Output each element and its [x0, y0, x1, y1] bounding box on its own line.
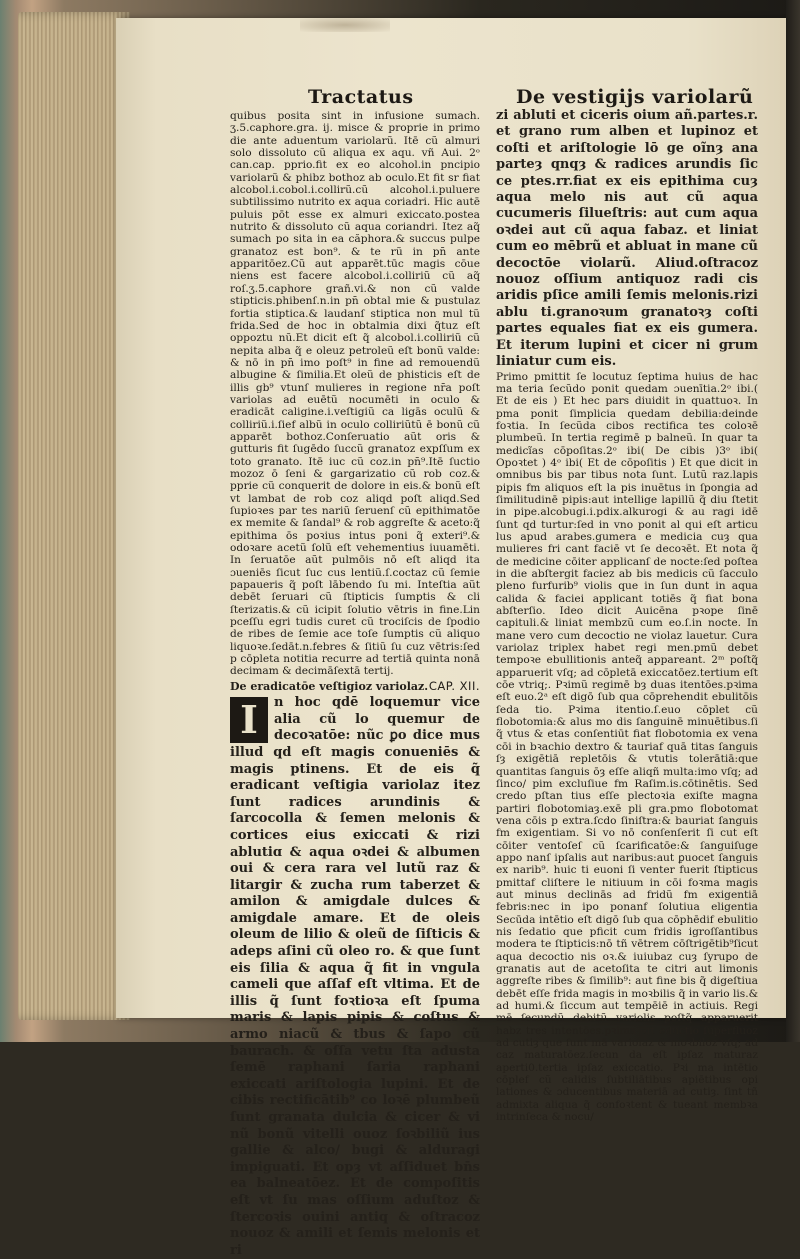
- book-page-edges: [18, 12, 130, 1020]
- right-text-column: [496, 108, 758, 1124]
- page-stain: [300, 18, 390, 32]
- chapter-number: CAP. XII.: [428, 678, 480, 693]
- right-edge-shadow: [786, 0, 800, 1042]
- decorated-initial: I: [230, 697, 268, 743]
- chapter-heading: [230, 680, 480, 693]
- running-head-right: De vestigijs variolarũ: [516, 86, 754, 108]
- running-head-left: Tractatus: [308, 86, 414, 108]
- left-text-column: [230, 110, 480, 1258]
- right-paragraph-2: Primo pmittit ſe locutuz ſeptima huius de hac ma teria ſecũdo ponit quedam ɔuenītia.2ᵒ ibi.( Et de eis ) Et hec pars diuidit in quattuoꝛ. In pma ponit ſimplicia quedam debilia:deinde foꝛtia. In ſecũda cibos rectifica tes coloꝛē plumbeũ. In tertia regimē p balneũ. In quar ta medicĩas cōpoſitas.2ᵒ ibi( De cibis )3ᵒ ibi( Opoꝛtet ) 4ᵒ ibi( Et de cōpoſitis ) Et que dicit in omnibus bis par tibus nota ſunt. Lutũ raz.lapis pipis fm aliquos eſt la pis inuētus in ſpongia ad ſimilitudinē pipis:aut intellige lapillũ q̃ diu ſtetit in pipe.alcobugi.i.pdix.alkurogi & au ragi idē ſunt qd turtur:ſed in vno ponit al qui eſt articu lus apud arabes.gumera e medicia cuȝ qua mulieres fri cant faciē vt ſe decoꝛēt. Et nota q̃ de medicine cōiter applicanſ de nocte:ſed poſtea in die abſtergit faciez ab bis medicis cũ ſacculo pleno furfurib⁹ violis que in ſun dunt in aqua calida & faciei applicant totiēs q̃ fiat bona abſterſio. Ideo dicit Auicēna pꝛope ſinē capituli.& liniat membzũ cum eo.ſ.in nocte. In mane vero cum decoctio ne violaz lauetur. Cura variolaz triplex habet regi men.pmũ debet tempoꝛe ebullitionis anteq̃ appareant. 2ᵐ poſtq̃ apparuerit vſq; ad cōpletā exiccatōez.tertium eſt cōe vtriq;. Pꝛimũ regimē bȝ duas itentōes.pꝛima eſt euo.2ᵃ eſt digō ſub qua cōprehendit ebulitōis ſeda tio. Pꝛima itentio.ſ.euo cōplet cũ flobotomia:& alus mo dis ſanguinē minuētibus.ſi q̃ vtus & etas conſentiūt fiat flobotomia ex vena cōi in bꝛachio dextro & tauriaf quā titas ſanguis ſȝ exigētiā repletōis & vtutis tolerātiā:que quantitas ſanguis ōȝ eſſe aliqñ multa:imo vſq; ad ſinco/ pim excluſiue fm Raſim.is.cōtinētis. Sed credo pſtan tius eſſe plectoꝛia exiſte magna partiri flobotomiaȝ.exē pli gra.pmo flobotomat vena cōis p extra.ſcdo ſiniſtra:& bauriat ſanguis fm exigentiam. Si vo nō conſenſerit ſi cut eſt cōiter ventoſeſ cũ ſcarificatōe:& ſanguiſuge appo nanſ ipſalis aut naribus:aut ꝑuocet ſanguis ex narib⁹. huic ti euoni ſi venter fuerit ſtipticus pmittaf cliſtere le nitiuum in cōi foꝛma magis aut minus declinās ad fridũ fm exigentiā febris:nec in ipo ponanf ſolutiua eligentia Secūda intētio eſt digō ſub qua cōphēdif ebulitio nis ſedatio que pficit cum fridis igroſſantibus modera te ſtipticis:nō tñ vētrem cōſtrigētib⁹ſicut aqua decoctio nis oꝛ.& iuiubaz cuȝ ſyrupo de granatis aut de acetoſita te citri aut limonis aggreſte ribes & ſimilib⁹: aut fine bis q̃ digeſtiua debēt eſſe frida magis in moꝛbilis q̃ in vario lis.& ad humi.& ſiccum aut tempēiē in actiuis. Regi mē ſecundũ debitũ variolis poſtq̃ apparuerit habz tres intentōes.pꝛima eſt eductio ſuperfluoz ad cutiȝ que ſunt mā variolaz & moꝛbiloz vſq; ad caz maturatōez.ſecun da eſt ipſaz maturaz aperti0.tertia ipſaz exiccatio. Pꝛi ma intētio cōplef cũ calidis ſubtiliātibus apiētibus opi lationes & ɔducentibus materiā ad cutiȝ. ſint tñ admixta aliqua q̃ confoꝛtent & tueant membꝛa intrinſeca & nocu/: [496, 370, 758, 1124]
- right-paragraph-1: zi abluti et ciceris oium añ.partes.r. et grano rum alben et lupinoz et coſti et ariſtologie lō ge oĩnȝ ana parteȝ qnqȝ & radices arundis ſic ce ptes.rr.fiat ex eis epithima cuȝ aqua melo nis aut cũ aqua cucumeris ſilueſtris: aut cum aqua oꝛdei aut cũ aqua fabaz. et liniat cum eo mēbrũ et abluat in mane cũ decoctōe violarũ. Aliud.oſtracoz nouoz oſſium antiquoz radi cis aridis pſice amili ſemis melonis.rizi ablu ti.granoꝛum granatoꝛȝ coſti partes equales fiat ex eis gumera. Et iterum lupini et cicer ni grum liniatur cum eis.: [496, 108, 758, 370]
- chapter-body: [230, 695, 480, 1259]
- left-paragraph-2: n hoc qdē loquemur vice alia cũ lo quemur de decoꝛatōe: nũc ꝑo dice mus illud qd eſt magis conueniēs & magis ptinens. Et de eis q̃ eradicant veſtigia variolaz itez ſunt radices arundinis & ſarcocolla & ſemen melonis & cortices eius exiccati & rizi ablutiɑ & aqua oꝛdei & albumen oui & cera rara vel lutũ raz & litargir & zucha rum taberzet & amilon & amigdale dulces & amigdale amare. Et de oleis oleum de lilio & oleũ de ſiſticis & adeps aſini cũ oleo ro. & que ſunt eis ſilia & aqua q̃ fit in vngula cameli que aſſaf eſt vltima. Et de illis q̃ ſunt foꝛtioꝛa eſt ſpuma maris & lapis pipis & coſtus & armo niacũ & tbus & ſapo cũ baurach. & oſſa vetu ſta adusta ſemē raphani ſaria raphani exiccati ariſtologia lupini. Et de cibis rectificātib⁹ co loꝛē plumbeũ ſunt granata dulcia & cicer & vi nũ bonũ vitelli ouoz ſoꝛbiliũ ius gallie & alco/ bugi & alduragi impiguati. Et opȝ vt aſſiduet bn̄s ea balneatōez. Et de compoſitis eſt vt ſu mas oſſium aduſtoz & ſtercoꝛis ouini antiq & oſtracoz nouoz & amili et ſemis melonis et ri: [230, 695, 480, 1258]
- chapter-title: De eradicatōe veſtigioz variolaz.: [230, 679, 429, 693]
- left-paragraph-1: quibus posita sint in infusione sumach. ʒ.5.caphore.gra. ij. misce & proprie in primo die ante aduentum variolarũ. Itē cũ almuri solo dissoluto cũ aliqua ex aqu. vñ Aui. 2ᵒ can.cap. pprio.fit ex eo alcohol.in pncipio variolarũ & phibz bothoz ab oculo.Et fit sr fiat alcobol.i.cobol.i.collirũ.cũ alcohol.i.puluere subtilissimo nutrito ex aqua coriadri. Hic autē puluis pōt esse ex almuri exiccato.postea nutrito & dissoluto cũ aqua coriandri. Itez aq̃ sumach po sita in ea căphora.& succus pulpe granatoz est bon⁹. & te rũ in pn̄ ante apparitōez.Cũ aut apparēt.tūc magis cōue niens est facere alcobol.i.colliriũ cũ aq̃ roſ.ʒ.5.caphore grañ.vi.& non cũ valde stipticis.phibenſ.n.in pn̄ obtal mie & pustulaz fortia stiptica.& laudanſ stiptica non mul tũ frida.Sed de hoc in obtalmia dixi q̃tuz eſt oppoztu nũ.Et dicit eſt q̃ alcobol.i.colliriũ cũ nepita alba q̃ e oleuz petroleũ eſt bonũ valde: & nō in pn̄ imo poſt⁹ in fine ad remouendũ albugine & ſimilia.Et oleũ de phisticis eſt de illis gb⁹ vtunſ mulieres in regione nr̄a poſt variolas ad euētũ nocumēti in oculo & eradicāt caligine.i.veſtigiũ ca ligās oculũ & colliriũ.i.ſief albũ in oculo colliriũtũ ē bonũ cũ apparēt bothoz.Conſeruatio aũt oris & gutturis fit ſugēdo ſuccũ granatoz expſſum ex toto granato. Itē iuc cũ coz.in pn̄⁹.Itē ſuctio mozoz ō ſeni & gargarizatio cũ rob coz.& pprie cũ conquerit de dolore in eis.& bonũ eſt vt lambat de rob coz aliqd poſt aliqd.Sed ſupioꝛes par tes nariũ ſeruenſ cũ epithimatōe ex memite & ſandal⁹ & rob aggreſte & aceto:q̃ epithima ōs poꝛius intus poni q̃ exteri⁹.& odoꝛare acetũ ſolũ eſt vehementius iuuamēti. In ſeruatōe aũt pulmōis nō eſt aliqd ita ɔueniēs ſicut ſuc cus lentiũ.ſ.coctaz cũ ſemie papaueris q̃ poſt lābendo ſu mi. Inteſtia aũt debēt ſeruari cũ ſtipticis ſumptis & cli ſterizatis.& cũ icipit ſolutio vētris in fine.Lin pceſſu egri tudis curet cũ trociſcis de ſpodio de ribes de ſemie ace toſe ſumptis cũ aliquo liquoꝛe.ſedāt.n.febres & ſitiũ ſu cuz vētris:ſed p cōpleta notitia recurre ad tertiā quinta nonā decimam & decimāſextā tertij.: [230, 110, 480, 678]
